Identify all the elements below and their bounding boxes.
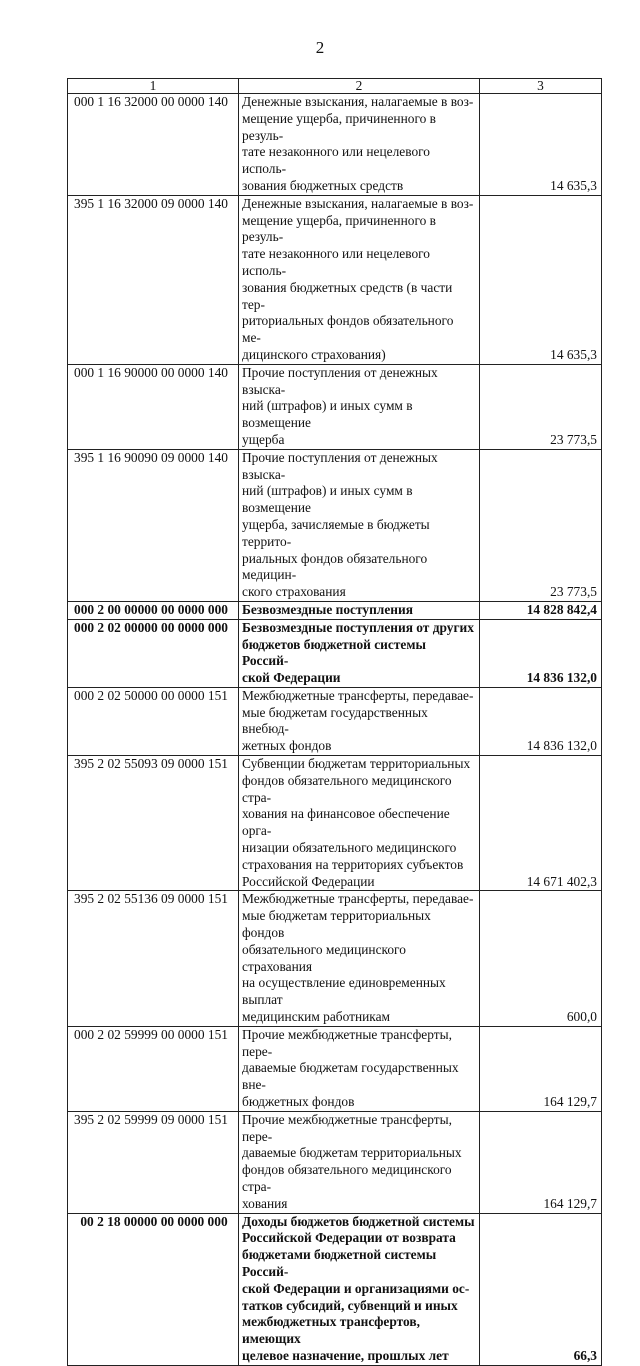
column-header-name: 2 [239,79,480,94]
row-amount: 164 129,7 [480,1026,602,1111]
row-name-line: обязательного медицинского страхования [242,941,406,974]
row-name [239,449,480,601]
row-amount: 23 773,5 [480,449,602,601]
row-name-line: риториальных фондов обязательного ме- [242,313,454,346]
row-code: 000 1 16 32000 00 0000 140 [68,94,239,196]
row-amount: 14 828 842,4 [480,601,602,619]
row-name-line: Межбюджетные трансферты, передавае- [242,891,474,907]
row-name-line: Прочие поступления от денежных взыска- [242,449,438,482]
row-name-line: на осуществление единовременных выплат [242,975,446,1008]
row-amount: 14 836 132,0 [480,687,602,755]
row-name-line: зования бюджетных средств (в части тер- [242,279,453,312]
row-name-line: ний (штрафов) и иных сумм в возмещение [242,398,413,431]
table-row [68,449,602,601]
row-name-line: Субвенции бюджетам территориальных [242,756,471,772]
row-amount: 14 671 402,3 [480,756,602,891]
row-name [239,601,480,619]
row-name-line: дицинского страхования) [242,346,386,362]
table-row [68,1111,602,1213]
row-amount: 23 773,5 [480,364,602,449]
row-code: 000 2 00 00000 00 0000 000 [68,601,239,619]
row-name-line: медицинским работникам [242,1009,391,1025]
row-name-line: тате незаконного или нецелевого исполь- [242,246,430,278]
row-name-line: татков субсидий, субвенций и иных [242,1297,458,1313]
row-code: 395 1 16 90090 09 0000 140 [68,449,239,601]
table-row [68,195,602,364]
row-code: 395 1 16 32000 09 0000 140 [68,195,239,364]
row-name-line: мещение ущерба, причиненного в резуль- [242,110,436,143]
table-row [68,687,602,755]
row-name-line: мые бюджетам государственных внебюд- [242,704,428,737]
row-name-line: ний (штрафов) и иных сумм в возмещение [242,483,413,516]
row-name-line: даваемые бюджетам государственных вне- [242,1060,459,1093]
row-amount: 14 635,3 [480,94,602,196]
table-row [68,1026,602,1111]
table-row [68,756,602,891]
row-name-line: хования [242,1195,288,1211]
row-code: 000 2 02 50000 00 0000 151 [68,687,239,755]
table-row [68,1213,602,1365]
row-name-line: ского страхования [242,584,346,600]
table-row [68,891,602,1026]
row-amount: 66,3 [480,1213,602,1365]
row-code: 000 2 02 00000 00 0000 000 [68,619,239,687]
table-row [68,94,602,196]
table-row [68,601,602,619]
table-row [68,619,602,687]
table-row [68,364,602,449]
row-code: 395 2 02 55093 09 0000 151 [68,756,239,891]
row-name-line: Прочие поступления от денежных взыска- [242,364,438,397]
row-code: 395 2 02 59999 09 0000 151 [68,1111,239,1213]
row-name-line: Прочие межбюджетные трансферты, пере- [242,1026,452,1059]
row-name-line: Прочие межбюджетные трансферты, пере- [242,1111,452,1144]
row-amount: 600,0 [480,891,602,1026]
row-name [239,364,480,449]
row-name [239,891,480,1026]
row-name-line: целевое назначение, прошлых лет [242,1347,449,1363]
row-name-line: тате незаконного или нецелевого исполь- [242,144,430,177]
row-name-line: страхования на территориях субъектов [242,856,464,872]
row-name-line: межбюджетных трансфертов, имеющих [242,1314,420,1347]
row-code: 00 2 18 00000 00 0000 000 [68,1213,239,1365]
page-number: 2 [315,38,325,57]
row-name-line: мые бюджетам территориальных фондов [242,908,431,941]
budget-table [67,78,602,1366]
row-name-line: ской Федерации [242,670,341,686]
row-name [239,1111,480,1213]
row-name [239,1026,480,1111]
row-name-line: Доходы бюджетов бюджетной системы [242,1213,475,1229]
row-name-line: фондов обязательного медицинского стра- [242,772,452,805]
row-name-line: Российской Федерации [242,873,375,889]
row-name-line: бюджетных фондов [242,1094,355,1110]
row-code: 000 1 16 90000 00 0000 140 [68,364,239,449]
row-name [239,619,480,687]
row-name [239,687,480,755]
row-name-line: низации обязательного медицинского [242,840,457,856]
row-amount: 164 129,7 [480,1111,602,1213]
row-name [239,94,480,196]
row-name [239,195,480,364]
row-name-line: хования на финансовое обеспечение орга- [242,806,450,839]
row-name-line: фондов обязательного медицинского стра- [242,1162,452,1194]
row-name-line: ущерба [242,431,285,447]
row-name-line: Безвозмездные поступления [242,601,413,617]
row-name-line: жетных фондов [242,738,332,754]
row-name-line: Российской Федерации от возврата [242,1230,456,1246]
row-name-line: ущерба, зачисляемые в бюджеты террито- [242,516,430,549]
row-name-line: ской Федерации и организациями ос- [242,1280,470,1296]
column-header-amount: 3 [480,79,602,94]
row-name-line: даваемые бюджетам территориальных [242,1145,462,1161]
row-name-line: Денежные взыскания, налагаемые в воз- [242,94,474,109]
row-amount: 14 635,3 [480,195,602,364]
row-name-line: Безвозмездные поступления от других [242,619,474,635]
row-name-line: бюджетов бюджетной системы Россий- [242,636,426,669]
row-name-line: Межбюджетные трансферты, передавае- [242,687,474,703]
column-header-code: 1 [68,79,239,94]
row-name-line: мещение ущерба, причиненного в резуль- [242,212,436,245]
row-name-line: бюджетами бюджетной системы Россий- [242,1247,437,1279]
row-name-line: зования бюджетных средств [242,177,404,193]
row-name-line: Денежные взыскания, налагаемые в воз- [242,195,474,211]
table-header-row [68,79,602,94]
row-amount: 14 836 132,0 [480,619,602,687]
row-name-line: риальных фондов обязательного медицин- [242,550,428,583]
row-name [239,756,480,891]
row-code: 395 2 02 55136 09 0000 151 [68,891,239,1026]
row-code: 000 2 02 59999 00 0000 151 [68,1026,239,1111]
row-name [239,1213,480,1365]
